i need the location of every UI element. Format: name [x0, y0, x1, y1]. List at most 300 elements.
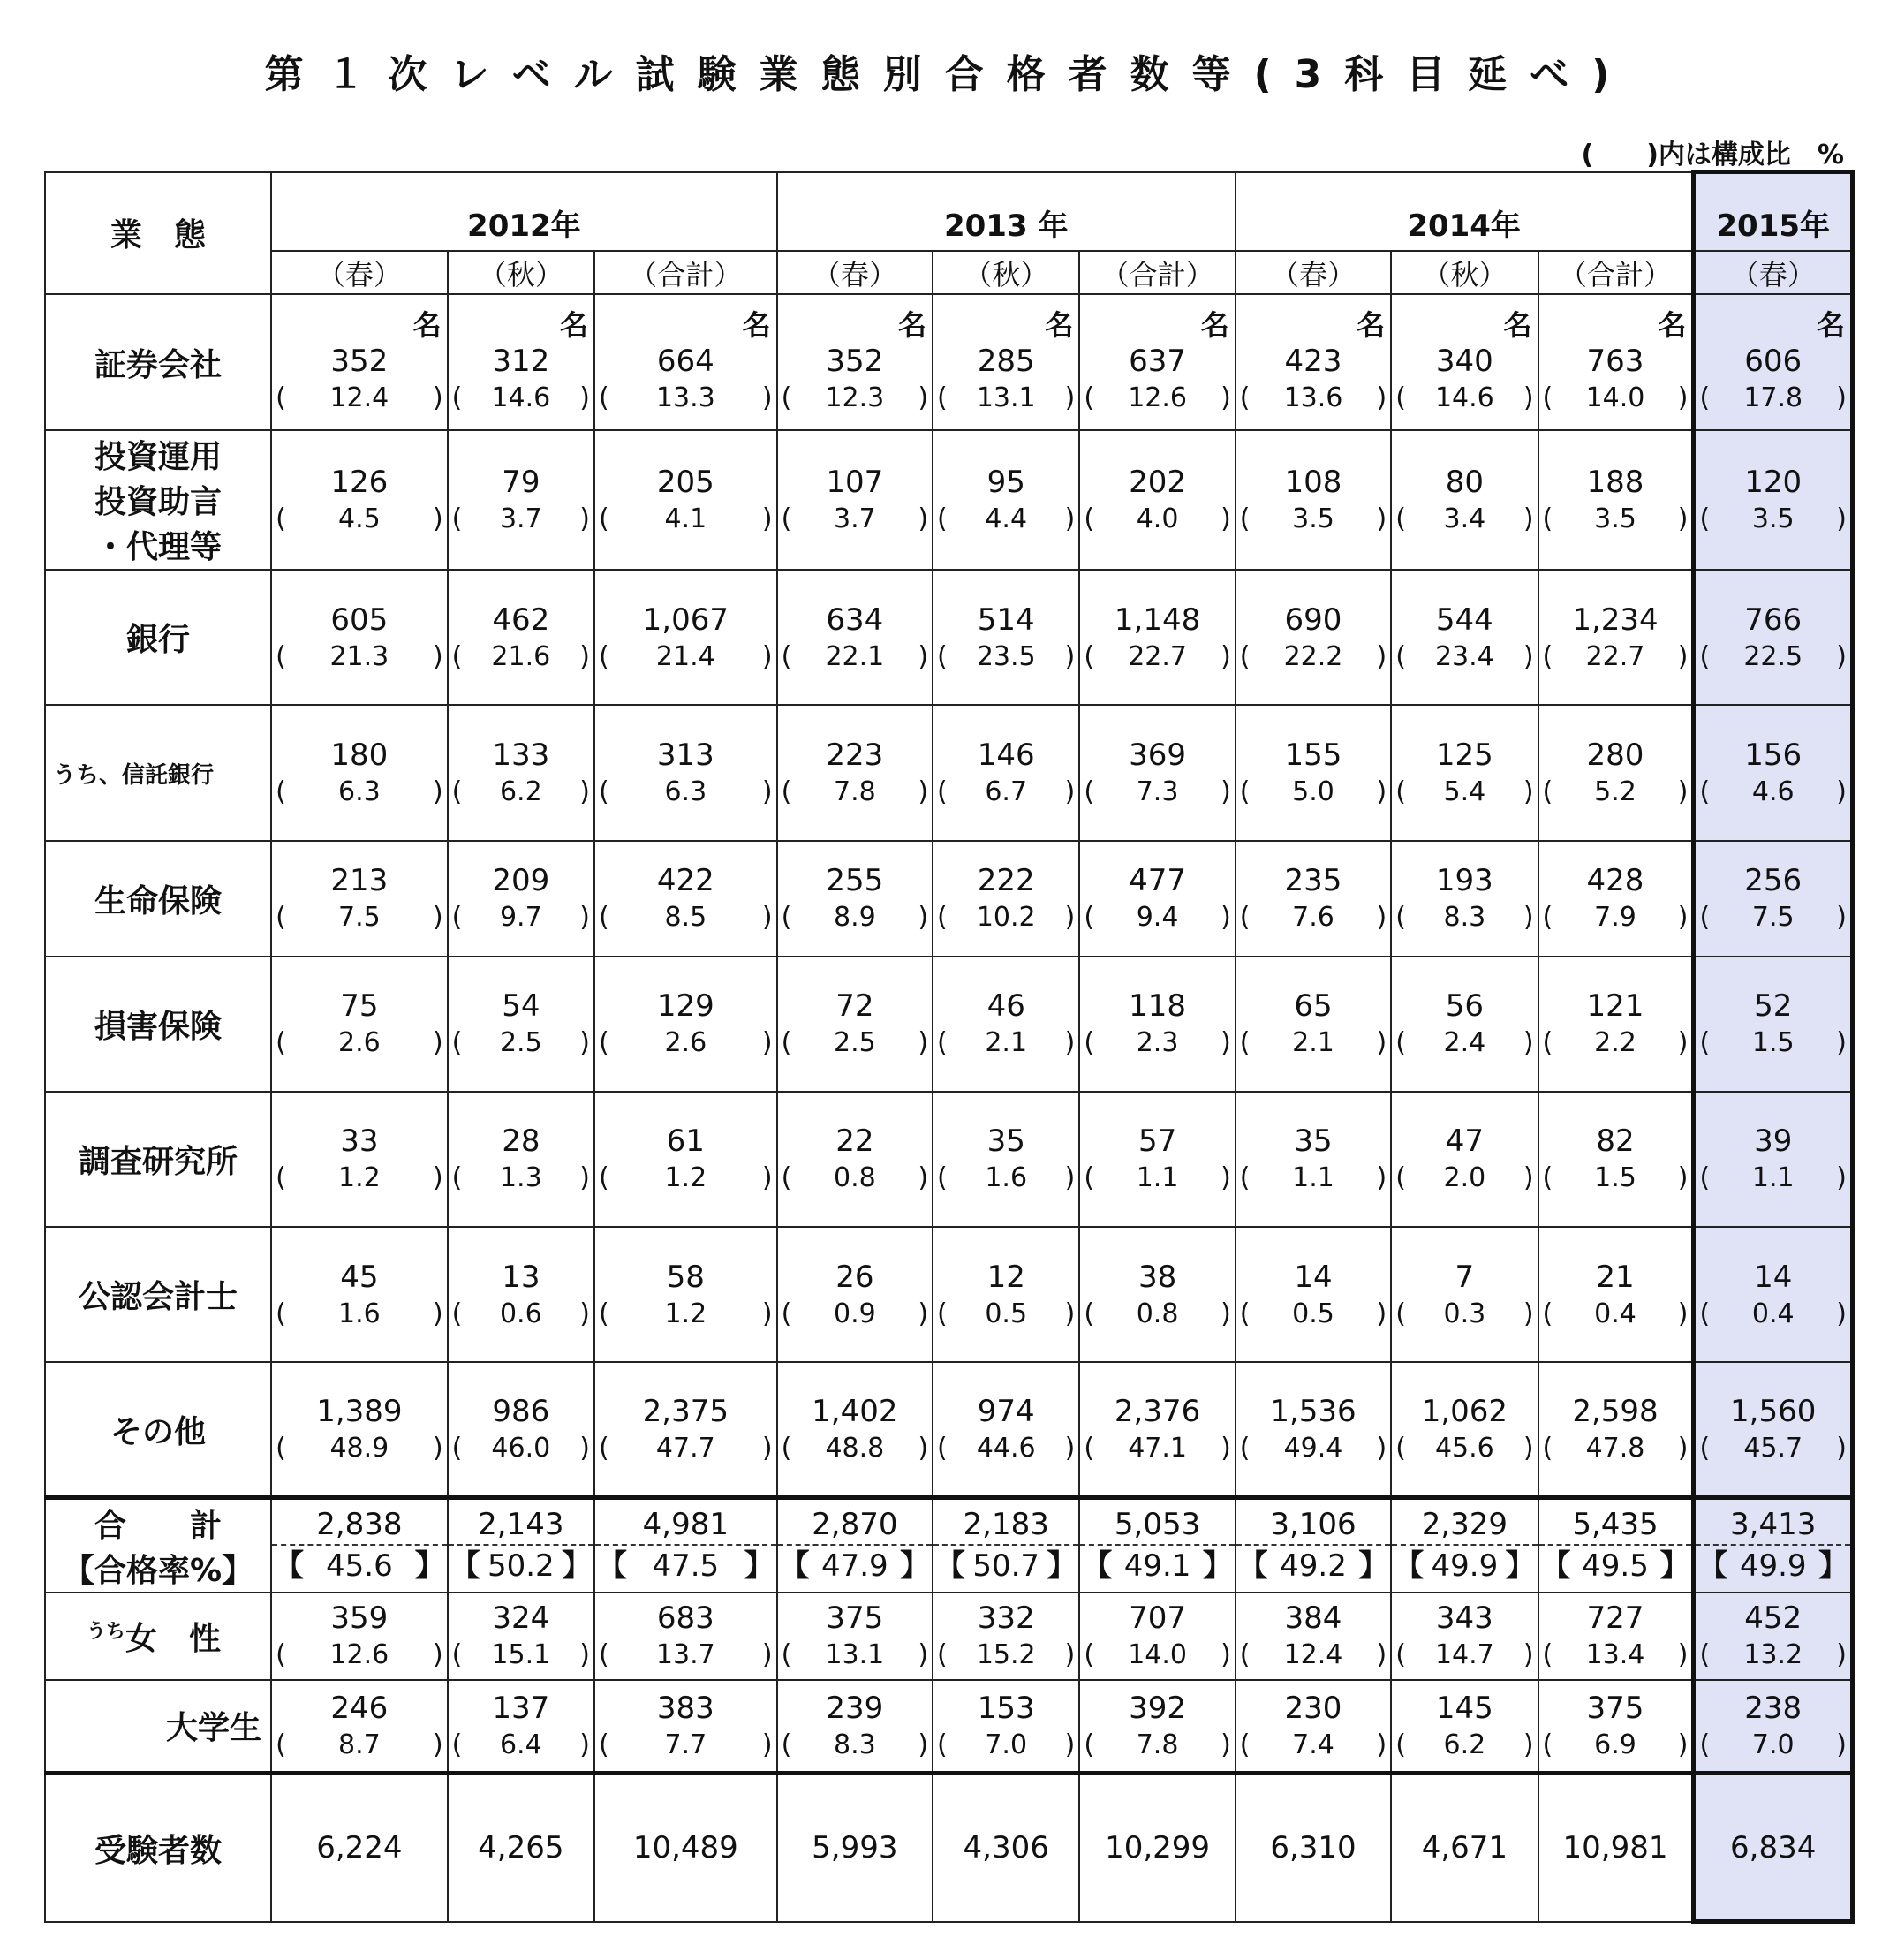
pass-rate-number: 49.1 [1123, 1548, 1191, 1585]
value-cell [271, 294, 448, 429]
students-ratio [933, 1728, 1078, 1763]
ratio-value [933, 639, 1078, 675]
paren-close: ) [1677, 640, 1689, 672]
ratio-number: 3.5 [1594, 503, 1636, 534]
ratio-number: 3.7 [499, 503, 542, 534]
paren-open: ( [1395, 503, 1406, 534]
value-cell [1236, 841, 1391, 957]
paren-open: ( [1239, 776, 1251, 808]
value-cell [1236, 705, 1391, 840]
value-cell [1694, 1227, 1853, 1362]
ratio-value [1392, 1161, 1537, 1196]
ratio-value [595, 381, 776, 416]
value-cell [271, 1362, 448, 1497]
count-value: 223 [826, 738, 884, 774]
ratio-value [1236, 1025, 1390, 1061]
paren-close: ) [432, 1433, 443, 1464]
paren-open: ( [1084, 1433, 1095, 1464]
paren-open: ( [1395, 1298, 1406, 1329]
pass-rate [1392, 1544, 1537, 1586]
students-cell [271, 1680, 448, 1774]
ratio-number: 1.2 [338, 1162, 381, 1194]
ratio-value [1696, 1431, 1850, 1466]
ratio-number: 3.5 [1292, 503, 1334, 534]
paren-close: ) [761, 640, 773, 672]
paren-open: ( [1239, 382, 1251, 414]
total-cell [777, 1498, 933, 1593]
ratio-number: 10.2 [976, 902, 1036, 934]
paren-open: ( [1395, 1729, 1406, 1760]
paren-close: ) [1677, 776, 1689, 808]
women-cell [777, 1593, 933, 1679]
bracket-close: 】 [1505, 1548, 1536, 1585]
women-ratio [778, 1638, 932, 1673]
paren-open: ( [937, 640, 948, 672]
ratio-value [1539, 639, 1692, 675]
examinees-value: 6,310 [1270, 1830, 1357, 1866]
count-value: 637 [1129, 344, 1187, 380]
paren-open: ( [598, 1298, 609, 1329]
value-cell [271, 570, 448, 705]
value-cell [1079, 430, 1235, 570]
ratio-number: 0.5 [1292, 1298, 1334, 1329]
paren-close: ) [1677, 1729, 1689, 1760]
count-value: 35 [1294, 1124, 1333, 1160]
count-value: 80 [1445, 464, 1484, 500]
paren-close: ) [579, 902, 590, 934]
paren-open: ( [781, 1729, 792, 1760]
bracket-close: 】 [414, 1548, 445, 1585]
students-label: 大学生 [45, 1680, 271, 1774]
value-cell [594, 430, 777, 570]
value-cell [1079, 570, 1235, 705]
paren-close: ) [579, 1298, 590, 1329]
value-cell [1079, 294, 1235, 429]
ratio-number: 5.4 [1443, 776, 1486, 808]
paren-open: ( [451, 902, 463, 934]
paren-close: ) [579, 1433, 590, 1464]
paren-close: ) [432, 640, 443, 672]
ratio-number: 47.1 [1128, 1433, 1187, 1464]
count-value: 21 [1596, 1259, 1635, 1295]
value-cell [1538, 705, 1694, 840]
ratio-number: 1.1 [1751, 1162, 1795, 1194]
students-ratio [1236, 1728, 1390, 1763]
paren-open: ( [598, 1162, 609, 1194]
paren-close: ) [1523, 776, 1534, 808]
ratio-number: 2.1 [1292, 1027, 1334, 1059]
value-cell [1236, 1227, 1391, 1362]
women-ratio [1236, 1638, 1390, 1673]
value-cell [1694, 1362, 1853, 1497]
ratio-value [1696, 502, 1850, 537]
value-cell [933, 957, 1079, 1092]
count-value: 26 [835, 1259, 874, 1295]
ratio-value [778, 900, 932, 935]
value-cell [933, 430, 1079, 570]
ratio-value [778, 639, 932, 675]
paren-open: ( [937, 1639, 948, 1671]
total-value: 2,143 [478, 1507, 564, 1543]
ratio-value [272, 381, 447, 416]
examinees-value: 6,834 [1730, 1829, 1817, 1865]
ratio-number: 4.5 [338, 503, 381, 534]
ratio-number: 4.6 [1751, 776, 1795, 808]
paren-close: ) [1376, 640, 1387, 672]
ratio-number: 13.4 [1585, 1639, 1645, 1671]
ratio-number: 21.6 [491, 640, 551, 672]
count-value: 45 [340, 1259, 379, 1295]
women-value: 727 [1586, 1601, 1644, 1637]
value-cell [1538, 841, 1694, 957]
pass-rate-number: 49.5 [1582, 1548, 1649, 1585]
paren-open: ( [276, 1433, 286, 1464]
examinees-value: 10,981 [1562, 1830, 1668, 1866]
women-cell [1236, 1593, 1391, 1679]
row-label-line: その他 [110, 1413, 207, 1450]
pass-rate [1080, 1544, 1234, 1586]
value-cell [777, 1362, 933, 1497]
row-label-line: ・代理等 [94, 529, 223, 566]
count-value: 255 [826, 863, 884, 899]
header-season: （秋） [448, 251, 594, 294]
paren-close: ) [432, 1639, 443, 1671]
paren-close: ) [1376, 382, 1387, 414]
ratio-number: 48.8 [825, 1433, 885, 1464]
count-value: 2,375 [642, 1394, 729, 1430]
paren-open: ( [937, 503, 948, 534]
paren-open: ( [1395, 902, 1406, 934]
paren-close: ) [761, 1729, 773, 1760]
count-value: 58 [666, 1259, 705, 1295]
count-value: 352 [330, 344, 389, 380]
paren-close: ) [1064, 1639, 1076, 1671]
paren-open: ( [781, 1162, 792, 1194]
ratio-value [933, 1431, 1078, 1466]
count-value: 423 [1284, 344, 1342, 380]
value-cell [777, 294, 933, 429]
total-value: 4,981 [642, 1507, 729, 1543]
value-cell [594, 1362, 777, 1497]
pass-rate-number: 45.6 [326, 1548, 393, 1585]
paren-close: ) [918, 1433, 929, 1464]
ratio-value [1696, 900, 1850, 935]
row-label [45, 294, 271, 429]
count-value: 280 [1586, 738, 1644, 774]
paren-close: ) [579, 1639, 590, 1671]
ratio-number: 6.2 [1443, 1729, 1486, 1760]
students-ratio [1392, 1728, 1537, 1763]
value-cell [1236, 1362, 1391, 1497]
paren-close: ) [761, 1162, 773, 1194]
row-label [45, 1362, 271, 1497]
ratio-value [1236, 502, 1390, 537]
ratio-number: 14.6 [491, 382, 551, 414]
pass-rate-number: 50.7 [972, 1548, 1040, 1585]
women-value: 384 [1284, 1601, 1342, 1637]
ratio-number: 7.9 [1594, 902, 1636, 934]
ratio-number: 46.0 [491, 1433, 551, 1464]
paren-open: ( [1395, 1433, 1406, 1464]
ratio-value [272, 639, 447, 675]
value-cell [271, 1227, 448, 1362]
value-cell [933, 1092, 1079, 1227]
value-cell [1694, 294, 1853, 429]
paren-open: ( [1395, 382, 1406, 414]
paren-close: ) [1221, 1729, 1231, 1760]
ratio-number: 14.6 [1434, 382, 1494, 414]
value-cell [1694, 957, 1853, 1092]
ratio-number: 12.6 [329, 1639, 389, 1671]
women-label-prefix: うち [87, 1620, 126, 1643]
unit-label: 名 [1816, 308, 1845, 343]
paren-open: ( [1699, 902, 1711, 934]
paren-close: ) [432, 382, 443, 414]
count-value: 1,536 [1270, 1394, 1357, 1430]
ratio-number: 1.5 [1594, 1162, 1636, 1194]
ratio-number: 1.3 [499, 1162, 542, 1194]
value-cell [1391, 430, 1538, 570]
row-label [45, 1227, 271, 1362]
paren-close: ) [1836, 503, 1847, 534]
count-value: 634 [826, 602, 884, 638]
paren-open: ( [451, 382, 463, 414]
paren-open: ( [451, 1729, 463, 1760]
total-cell [448, 1498, 594, 1593]
ratio-number: 8.5 [664, 902, 707, 934]
paren-close: ) [432, 1729, 443, 1760]
ratio-value [449, 381, 593, 416]
ratio-number: 7.3 [1136, 776, 1179, 808]
ratio-value [1236, 900, 1390, 935]
pass-rate-number: 47.5 [652, 1548, 720, 1585]
ratio-number: 2.0 [1443, 1162, 1486, 1194]
ratio-value [778, 1025, 932, 1061]
pass-rate-number: 50.2 [487, 1548, 555, 1585]
ratio-value [1080, 1161, 1234, 1196]
paren-close: ) [1064, 1298, 1076, 1329]
paren-close: ) [1523, 640, 1534, 672]
paren-open: ( [598, 382, 609, 414]
students-cell [1391, 1680, 1538, 1774]
ratio-number: 23.5 [976, 640, 1036, 672]
bracket-open: 【 [1394, 1548, 1425, 1585]
ratio-number: 7.6 [1292, 902, 1334, 934]
count-value: 146 [977, 738, 1035, 774]
header-year: 2013 年 [777, 172, 1236, 252]
paren-open: ( [1239, 1162, 1251, 1194]
paren-open: ( [598, 1433, 609, 1464]
students-value: 230 [1284, 1690, 1342, 1726]
value-cell [1079, 957, 1235, 1092]
count-value: 1,148 [1114, 602, 1201, 638]
ratio-value [1696, 1161, 1850, 1196]
ratio-number: 2.1 [985, 1027, 1028, 1059]
paren-close: ) [1677, 1162, 1689, 1194]
ratio-value [272, 1297, 447, 1332]
ratio-value [1080, 1297, 1234, 1332]
paren-close: ) [1064, 382, 1076, 414]
paren-open: ( [598, 640, 609, 672]
paren-close: ) [761, 776, 773, 808]
ratio-value [1236, 775, 1390, 810]
paren-close: ) [1836, 1298, 1847, 1329]
paren-close: ) [1523, 1433, 1534, 1464]
count-value: 133 [492, 738, 550, 774]
paren-open: ( [451, 640, 463, 672]
paren-open: ( [1699, 1433, 1711, 1464]
paren-close: ) [579, 1162, 590, 1194]
paren-close: ) [1221, 776, 1231, 808]
ratio-value [1539, 1161, 1692, 1196]
value-cell [448, 1362, 594, 1497]
women-value: 324 [492, 1601, 550, 1637]
ratio-number: 4.1 [664, 503, 707, 534]
pass-rate-number: 49.9 [1431, 1548, 1499, 1585]
ratio-number: 15.1 [491, 1639, 551, 1671]
examinees-value: 4,265 [478, 1830, 564, 1866]
students-ratio [1080, 1728, 1234, 1763]
paren-close: ) [761, 1639, 773, 1671]
paren-open: ( [1239, 1639, 1251, 1671]
paren-close: ) [1221, 1298, 1231, 1329]
ratio-value [272, 900, 447, 935]
ratio-value [272, 1431, 447, 1466]
paren-open: ( [781, 1298, 792, 1329]
ratio-number: 47.8 [1585, 1433, 1645, 1464]
paren-open: ( [276, 1027, 286, 1059]
ratio-number: 2.2 [1594, 1027, 1636, 1059]
ratio-value [1539, 775, 1692, 810]
ratio-number: 0.4 [1594, 1298, 1636, 1329]
pass-rate [933, 1544, 1078, 1586]
paren-open: ( [276, 640, 286, 672]
count-value: 39 [1754, 1124, 1793, 1160]
ratio-number: 7.0 [985, 1729, 1028, 1760]
paren-close: ) [1836, 1162, 1847, 1194]
total-cell [1694, 1498, 1853, 1593]
students-value: 238 [1744, 1690, 1803, 1726]
header-season: （合計） [1079, 251, 1235, 294]
value-cell [1079, 1092, 1235, 1227]
ratio-number: 14.0 [1585, 382, 1645, 414]
ratio-number: 9.4 [1136, 902, 1179, 934]
students-value: 383 [656, 1690, 714, 1726]
value-cell [933, 1227, 1079, 1362]
count-value: 61 [666, 1124, 705, 1160]
paren-open: ( [276, 503, 286, 534]
value-cell [777, 570, 933, 705]
paren-close: ) [579, 503, 590, 534]
count-value: 974 [977, 1394, 1035, 1430]
ratio-value [1080, 639, 1234, 675]
count-value: 82 [1596, 1124, 1635, 1160]
pass-rate-number: 47.9 [820, 1548, 888, 1585]
count-value: 1,067 [642, 602, 729, 638]
ratio-value [1539, 502, 1692, 537]
examinees-value: 10,489 [632, 1830, 738, 1866]
paren-close: ) [918, 382, 929, 414]
paren-open: ( [1084, 382, 1095, 414]
unit-label: 名 [1658, 308, 1687, 343]
total-label [45, 1498, 271, 1593]
value-cell [777, 957, 933, 1092]
students-value: 153 [977, 1690, 1035, 1726]
paren-close: ) [579, 1729, 590, 1760]
pass-rate [595, 1544, 776, 1586]
paren-open: ( [1542, 1729, 1553, 1760]
students-ratio [449, 1728, 593, 1763]
ratio-value [933, 1161, 1078, 1196]
paren-open: ( [1699, 1729, 1711, 1760]
paren-close: ) [1523, 503, 1534, 534]
paren-close: ) [1836, 640, 1847, 672]
unit-label: 名 [1357, 308, 1386, 343]
count-value: 56 [1445, 988, 1484, 1025]
count-value: 7 [1455, 1259, 1475, 1295]
paren-open: ( [1084, 1162, 1095, 1194]
count-value: 95 [986, 464, 1025, 500]
paren-close: ) [1376, 776, 1387, 808]
count-value: 369 [1129, 738, 1187, 774]
unit-label: 名 [1200, 308, 1229, 343]
ratio-value [1236, 639, 1390, 675]
paren-close: ) [1677, 1639, 1689, 1671]
count-value: 33 [340, 1124, 379, 1160]
ratio-value [272, 1025, 447, 1061]
row-label-line: うち、信託銀行 [53, 761, 215, 789]
examinees-cell [448, 1774, 594, 1922]
paren-close: ) [1376, 902, 1387, 934]
value-cell [1391, 705, 1538, 840]
women-cell [1538, 1593, 1694, 1679]
paren-close: ) [1677, 1433, 1689, 1464]
ratio-value [595, 1431, 776, 1466]
ratio-number: 8.9 [833, 902, 876, 934]
paren-open: ( [1084, 640, 1095, 672]
paren-open: ( [781, 1639, 792, 1671]
value-cell [1391, 570, 1538, 705]
unit-label: 名 [559, 308, 588, 343]
paren-close: ) [1836, 382, 1847, 414]
ratio-value [778, 502, 932, 537]
count-value: 2,598 [1572, 1394, 1659, 1430]
pass-rate-number: 49.9 [1739, 1548, 1807, 1585]
women-ratio [449, 1638, 593, 1673]
ratio-value [595, 1161, 776, 1196]
paren-close: ) [1677, 382, 1689, 414]
value-cell [777, 1092, 933, 1227]
ratio-value [1392, 900, 1537, 935]
ratio-value [1080, 381, 1234, 416]
paren-close: ) [1064, 1433, 1076, 1464]
paren-open: ( [1542, 1162, 1553, 1194]
paren-open: ( [276, 1298, 286, 1329]
paren-open: ( [451, 1298, 463, 1329]
paren-open: ( [1084, 1298, 1095, 1329]
value-cell [1391, 957, 1538, 1092]
pass-rate-label: 【合格率%】 [62, 1553, 254, 1590]
ratio-value [1539, 1297, 1692, 1332]
paren-open: ( [1239, 902, 1251, 934]
ratio-value [1080, 502, 1234, 537]
pass-rate [272, 1544, 447, 1586]
students-cell [777, 1680, 933, 1774]
unit-label: 名 [1045, 308, 1074, 343]
count-value: 986 [492, 1394, 550, 1430]
ratio-number: 2.5 [833, 1027, 876, 1059]
paren-open: ( [451, 1639, 463, 1671]
